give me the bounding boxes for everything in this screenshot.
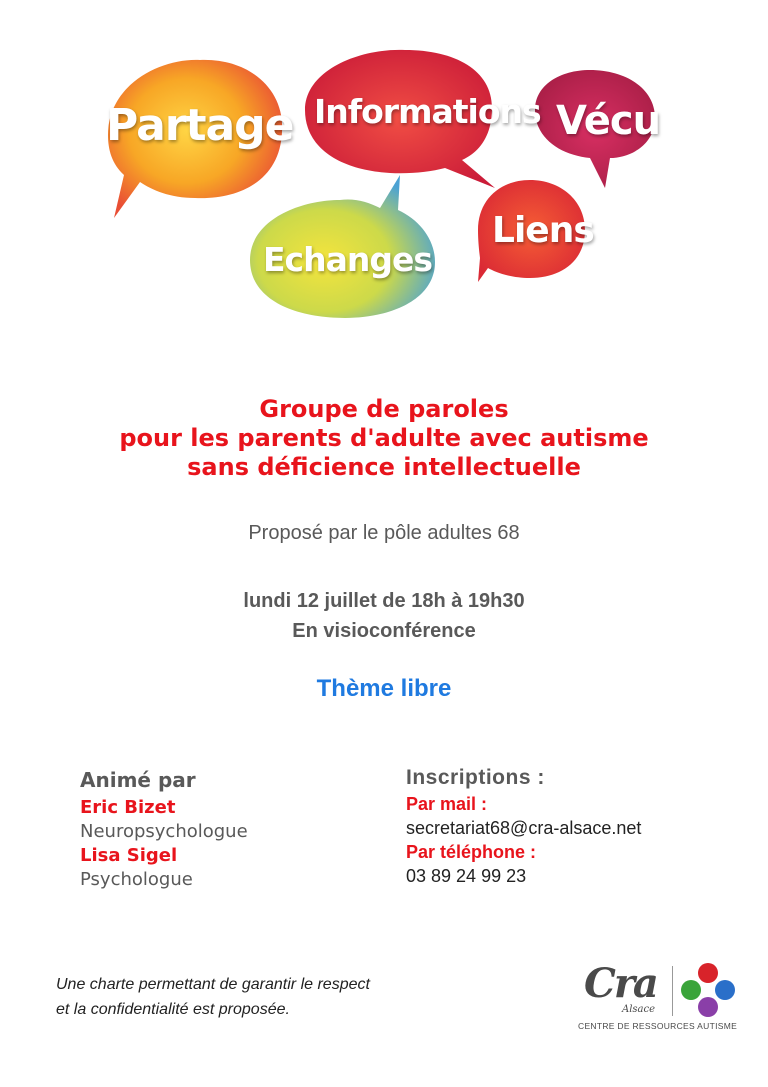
registration-heading: Inscriptions :	[406, 766, 545, 789]
animators-heading: Animé par	[80, 768, 196, 792]
logo-tagline: CENTRE DE RESSOURCES AUTISME	[578, 1021, 738, 1031]
phone-label: Par téléphone :	[406, 842, 537, 862]
mail-address-link[interactable]: secretariat68@cra-alsace.net	[406, 818, 642, 838]
logo-dots-icon	[678, 962, 738, 1018]
bubble-label-informations: Informations	[314, 92, 541, 131]
logo-divider	[672, 966, 673, 1016]
event-theme: Thème libre	[316, 675, 452, 702]
bubble-label-partage: Partage	[106, 100, 294, 151]
animator-role: Psychologue	[80, 869, 193, 890]
proposed-by: Proposé par le pôle adultes 68	[248, 522, 520, 544]
bubbles-graphic	[100, 40, 680, 330]
animators-block	[80, 768, 248, 892]
charter-line-2: et la confidentialité est proposée.	[56, 1001, 290, 1018]
event-title	[0, 395, 768, 482]
event-details	[0, 586, 768, 646]
logo-wordmark: Cra	[584, 960, 657, 1007]
phone-number: 03 89 24 99 23	[406, 866, 527, 886]
event-date-time: lundi 12 juillet de 18h à 19h30	[243, 590, 525, 612]
animator-role: Neuropsychologue	[80, 821, 248, 842]
title-line-1: Groupe de paroles	[259, 395, 509, 423]
logo-subtitle: Alsace	[622, 1004, 656, 1015]
bubble-label-vecu: Vécu	[556, 98, 661, 144]
event-mode: En visioconférence	[292, 620, 476, 642]
title-line-3: sans déficience intellectuelle	[187, 453, 581, 481]
registration-block	[406, 766, 641, 888]
speech-bubbles-illustration	[100, 40, 680, 330]
mail-label: Par mail :	[406, 794, 488, 814]
cra-alsace-logo	[578, 958, 748, 1038]
charter-line-1: Une charte permettant de garantir le respect	[56, 976, 370, 993]
animator-name: Lisa Sigel	[80, 845, 178, 866]
bubble-label-echanges: Echanges	[263, 240, 433, 279]
bubble-label-liens: Liens	[492, 210, 594, 251]
animator-name: Eric Bizet	[80, 797, 176, 818]
title-line-2: pour les parents d'adulte avec autisme	[119, 424, 649, 452]
charter-note	[56, 972, 370, 1022]
